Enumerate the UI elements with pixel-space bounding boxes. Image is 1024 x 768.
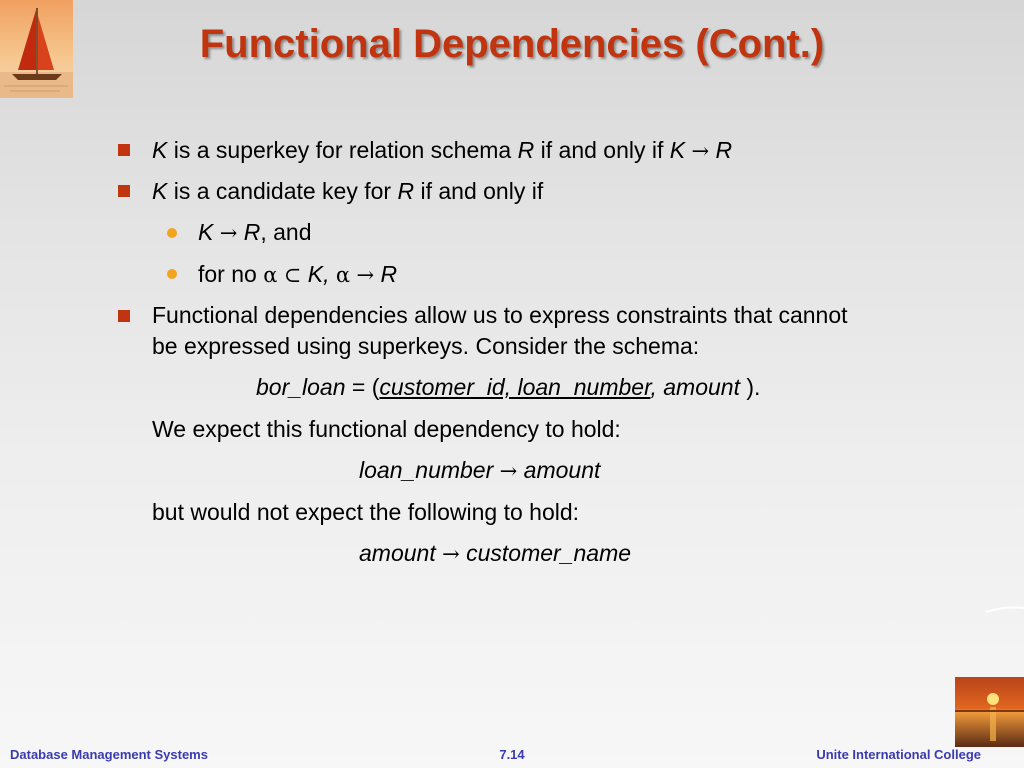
var-r: R bbox=[397, 178, 415, 204]
text: is a candidate key for bbox=[167, 178, 398, 204]
not-expect-text: but would not expect the following to hold: bbox=[152, 499, 580, 525]
text: , and bbox=[260, 219, 312, 245]
subset-icon: ⊂ bbox=[283, 263, 302, 287]
text: if and only if bbox=[534, 137, 670, 163]
bullet-fd-constraints-line1: Functional dependencies allow us to express constraints that cannot bbox=[152, 302, 848, 328]
var-k: K bbox=[669, 137, 686, 163]
bullet-superkey bbox=[152, 136, 732, 165]
text: if and only if bbox=[414, 178, 544, 204]
footer-page-number: 7.14 bbox=[499, 747, 525, 762]
arrow-icon: → bbox=[219, 221, 238, 245]
text: ). bbox=[746, 374, 761, 400]
attr: loan_number bbox=[359, 457, 500, 483]
dot-bullet-icon bbox=[167, 228, 177, 238]
attr: amount bbox=[517, 457, 601, 483]
var-k: K bbox=[152, 137, 168, 163]
swoosh-decoration-icon bbox=[984, 600, 1024, 620]
square-bullet-icon bbox=[118, 310, 130, 322]
other-attrs: , amount bbox=[650, 374, 747, 400]
var-r: R bbox=[380, 261, 398, 287]
bullet-candidate-key bbox=[152, 177, 543, 205]
attr: customer_name bbox=[459, 540, 632, 566]
arrow-icon: → bbox=[356, 263, 375, 287]
attr: amount bbox=[359, 540, 443, 566]
square-bullet-icon bbox=[118, 144, 130, 156]
fd-amount-customer-name bbox=[359, 539, 631, 568]
var-r: R bbox=[517, 137, 535, 163]
alpha-symbol: α bbox=[263, 263, 278, 287]
square-bullet-icon bbox=[118, 185, 130, 197]
var-r: R bbox=[243, 219, 261, 245]
text: = ( bbox=[345, 374, 380, 400]
dot-bullet-icon bbox=[167, 269, 177, 279]
arrow-icon: → bbox=[499, 459, 518, 483]
var-k: K bbox=[152, 178, 168, 204]
sub-bullet-k-to-r bbox=[198, 218, 312, 247]
expect-hold-text: We expect this functional dependency to hold: bbox=[152, 416, 621, 442]
arrow-icon: → bbox=[691, 139, 710, 163]
schema-bor-loan bbox=[256, 373, 760, 401]
fd-loan-number-amount bbox=[359, 456, 600, 485]
sunset-image-icon bbox=[955, 677, 1024, 747]
sub-bullet-for-no-alpha bbox=[198, 260, 397, 289]
schema-name: bor_loan bbox=[256, 374, 346, 400]
footer-course-name: Database Management Systems bbox=[10, 747, 208, 762]
text: is a superkey for relation schema bbox=[167, 137, 518, 163]
var-k: K bbox=[198, 219, 214, 245]
var-k: K, bbox=[307, 261, 330, 287]
primary-key-attrs: customer_id, loan_number bbox=[379, 374, 651, 400]
bullet-fd-constraints-line2: be expressed using superkeys. Consider the schema: bbox=[152, 333, 700, 359]
text: for no bbox=[198, 261, 264, 287]
var-r: R bbox=[715, 137, 733, 163]
arrow-icon: → bbox=[442, 542, 460, 566]
footer-college-name: Unite International College bbox=[816, 747, 981, 762]
page-title: Functional Dependencies (Cont.) bbox=[199, 22, 825, 66]
alpha-symbol: α bbox=[335, 263, 351, 287]
